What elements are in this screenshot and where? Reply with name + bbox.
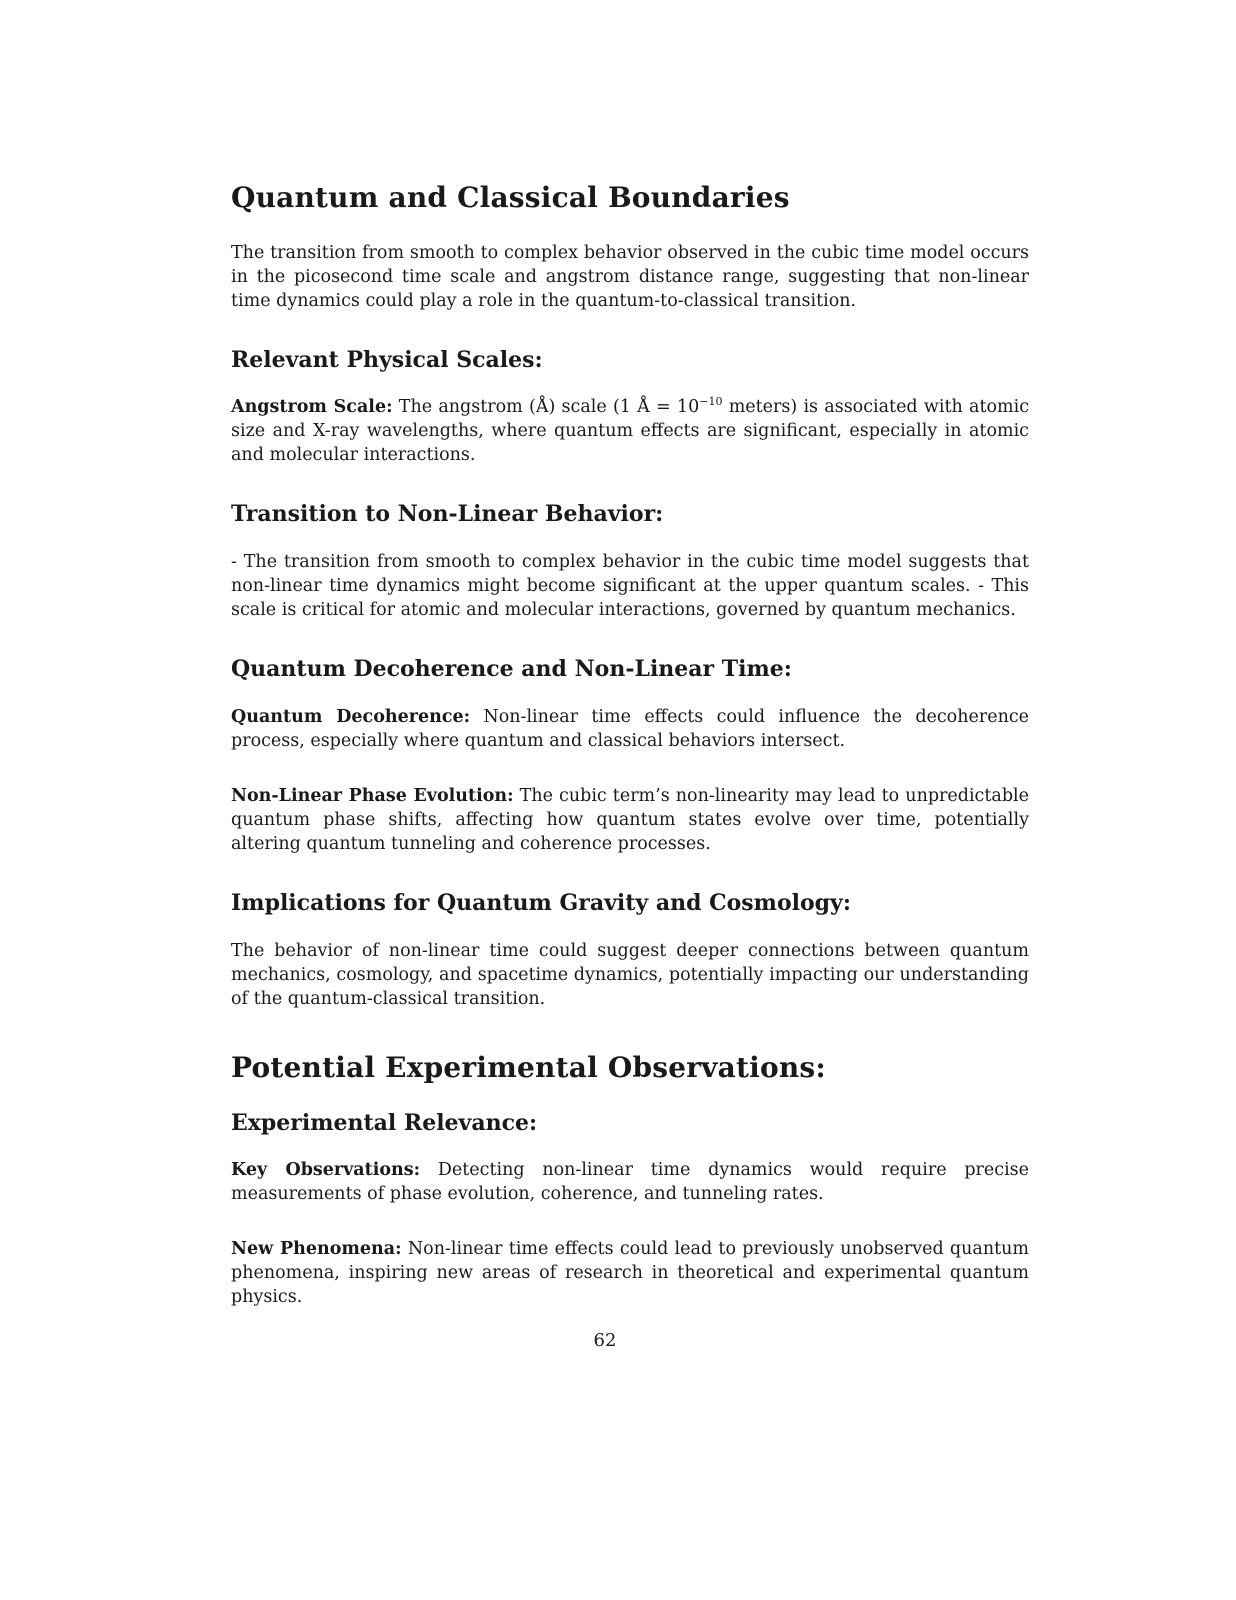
key-observations-text: Detecting non-linear time dynamics would require precise measurements of phase evolution, coherence, and tunneling rates. bbox=[231, 1160, 1029, 1204]
section-title-quantum-classical-boundaries: Quantum and Classical Boundaries bbox=[231, 181, 790, 214]
decoherence-text: Non-linear time effects could influence the decoherence process, especially where quantum and classical behaviors intersect. bbox=[231, 707, 1029, 751]
key-observations-term: Key Observations: bbox=[231, 1160, 421, 1180]
page-number: 62 bbox=[593, 1330, 617, 1351]
angstrom-scale-paragraph bbox=[231, 395, 1029, 467]
angstrom-scale-text-start: The angstrom (Å) scale (1 Å = 10 bbox=[392, 397, 700, 417]
decoherence-paragraph bbox=[231, 705, 1029, 753]
intro-paragraph: The transition from smooth to complex behavior observed in the cubic time model occurs in the picosecond time scale and angstrom distance range, suggesting that non-linear time dynamics could play a role in the quantum-to-classical transition. bbox=[231, 243, 1029, 311]
key-observations-paragraph bbox=[231, 1158, 1029, 1206]
angstrom-exponent: −10 bbox=[699, 395, 723, 408]
implications-paragraph: The behavior of non-linear time could suggest deeper connections between quantum mechanics, cosmology, and spacetime dynamics, potentially impacting our understanding of the quantum-classical transition. bbox=[231, 941, 1029, 1009]
new-phenomena-text: Non-linear time effects could lead to previously unobserved quantum phenomena, inspiring new areas of research in theoretical and experimental quantum physics. bbox=[231, 1239, 1029, 1307]
phase-evolution-paragraph bbox=[231, 784, 1029, 856]
new-phenomena-paragraph bbox=[231, 1237, 1029, 1309]
document-page bbox=[231, 0, 1029, 1600]
angstrom-scale-text-end: meters) is associated with atomic size and X-ray wavelengths, where quantum effects are significant, especially in atomic and molecular interactions. bbox=[231, 397, 1029, 465]
subsection-title-physical-scales: Relevant Physical Scales: bbox=[231, 347, 543, 373]
subsection-title-nonlinear-transition: Transition to Non-Linear Behavior: bbox=[231, 501, 664, 527]
nonlinear-transition-paragraph: - The transition from smooth to complex behavior in the cubic time model suggests that non-linear time dynamics might become significant at the upper quantum scales. - This scale is critical for atomic and molecular interactions, governed by quantum mechanics. bbox=[231, 552, 1029, 620]
subsection-title-implications: Implications for Quantum Gravity and Cosmology: bbox=[231, 890, 851, 916]
section-title-experimental-observations: Potential Experimental Observations: bbox=[231, 1051, 826, 1084]
subsection-title-decoherence: Quantum Decoherence and Non-Linear Time: bbox=[231, 656, 792, 682]
phase-evolution-term: Non-Linear Phase Evolution: bbox=[231, 786, 514, 806]
decoherence-term: Quantum Decoherence: bbox=[231, 707, 471, 727]
phase-evolution-text: The cubic term’s non-linearity may lead to unpredictable quantum phase shifts, affecting how quantum states evolve over time, potentially altering quantum tunneling and coherence processes. bbox=[231, 786, 1029, 854]
new-phenomena-term: New Phenomena: bbox=[231, 1239, 402, 1259]
angstrom-scale-term: Angstrom Scale: bbox=[231, 397, 393, 417]
subsection-title-experimental-relevance: Experimental Relevance: bbox=[231, 1110, 538, 1136]
